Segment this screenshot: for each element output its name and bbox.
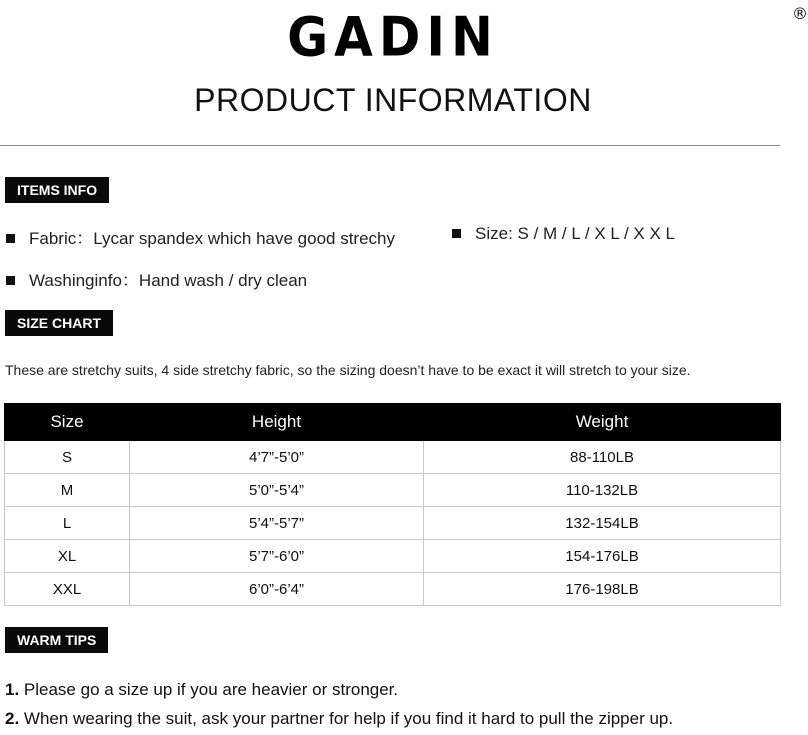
table-header-row xyxy=(5,404,781,441)
tip-text: When wearing the suit, ask your partner for help if you find it hard to pull the zipper up. xyxy=(19,709,674,728)
brand-logo xyxy=(0,4,808,69)
size-cell: XL xyxy=(5,540,130,573)
table-row xyxy=(5,540,781,573)
size-cell: L xyxy=(5,507,130,540)
registered-mark: ® xyxy=(792,4,808,23)
table-row xyxy=(5,441,781,474)
size-cell: M xyxy=(5,474,130,507)
items-info-heading: ITEMS INFO xyxy=(5,177,109,203)
tip-item xyxy=(5,680,398,700)
washing-item xyxy=(6,266,307,291)
fabric-item xyxy=(6,224,395,249)
divider xyxy=(0,145,780,146)
column-header-size: Size xyxy=(5,404,130,441)
height-cell: 4’7”-5’0” xyxy=(130,441,424,474)
size-cell: XXL xyxy=(5,573,130,606)
height-cell: 5’4”-5’7” xyxy=(130,507,424,540)
tip-number: 1. xyxy=(5,680,20,699)
size-table xyxy=(4,403,781,606)
tip-number: 2. xyxy=(5,709,20,728)
weight-cell: 88-110LB xyxy=(424,441,781,474)
column-header-height: Height xyxy=(130,404,424,441)
size-cell: S xyxy=(5,441,130,474)
brand-name: GADIN xyxy=(287,5,499,69)
washing-text: Washinginfo：Hand wash / dry clean xyxy=(29,271,308,290)
size-chart-heading: SIZE CHART xyxy=(5,310,113,336)
bullet-icon xyxy=(6,276,15,285)
size-item xyxy=(452,224,675,244)
size-text: Size: S / M / L / X L / X X L xyxy=(475,224,675,243)
height-cell: 5’0”-5’4” xyxy=(130,474,424,507)
tip-text: Please go a size up if you are heavier or stronger. xyxy=(19,680,399,699)
size-chart-intro: These are stretchy suits, 4 side stretchy fabric, so the sizing doesn’t have to be exact it will stretch to your size. xyxy=(5,362,691,378)
table-row xyxy=(5,507,781,540)
weight-cell: 176-198LB xyxy=(424,573,781,606)
bullet-icon xyxy=(452,229,461,238)
bullet-icon xyxy=(6,234,15,243)
weight-cell: 154-176LB xyxy=(424,540,781,573)
height-cell: 5’7”-6’0” xyxy=(130,540,424,573)
weight-cell: 132-154LB xyxy=(424,507,781,540)
weight-cell: 110-132LB xyxy=(424,474,781,507)
table-row xyxy=(5,573,781,606)
table-row xyxy=(5,474,781,507)
tip-item xyxy=(5,709,673,729)
page-title: PRODUCT INFORMATION xyxy=(194,82,592,118)
warm-tips-heading: WARM TIPS xyxy=(5,627,108,653)
column-header-weight: Weight xyxy=(424,404,781,441)
fabric-text: Fabric：Lycar spandex which have good strechy xyxy=(29,229,395,248)
height-cell: 6’0”-6’4” xyxy=(130,573,424,606)
